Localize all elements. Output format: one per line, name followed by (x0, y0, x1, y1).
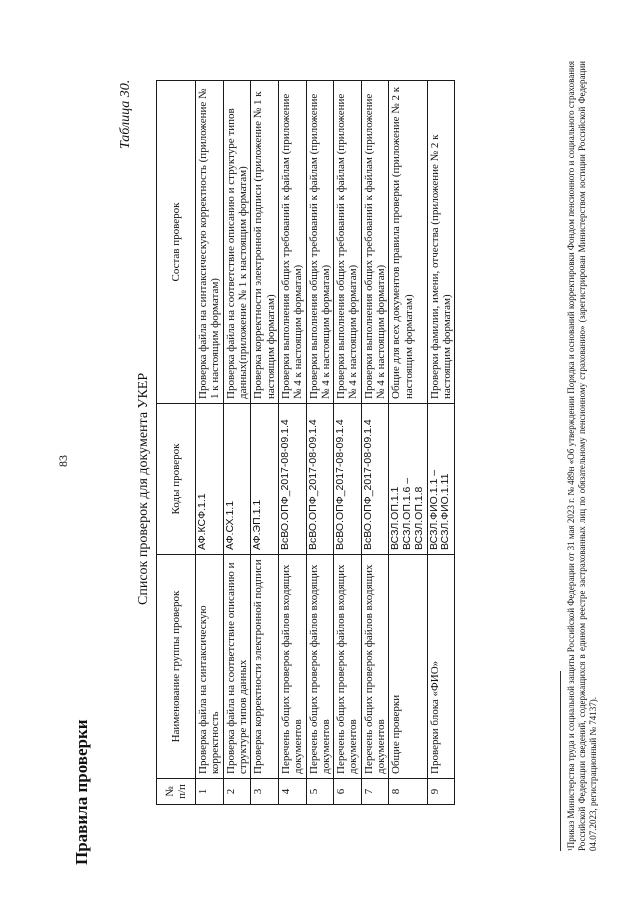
table-number: Таблица 30. (118, 79, 133, 149)
check-code: ВСЗЛ.ОП.1.8 (412, 486, 425, 550)
check-description: Проверки выполнения общих требований к файлам (приложение № 4 к настоящим форматам) (306, 81, 334, 404)
check-codes (196, 404, 224, 555)
check-code: ВсВО.ОПФ_2017-08-09.1.4 (306, 419, 319, 550)
check-code: ВСЗЛ.ОП.1.1 (389, 486, 402, 550)
row-number: 6 (334, 779, 362, 805)
footnote-divider (560, 671, 561, 851)
group-name: Проверка файла на синтаксическую корректность (196, 555, 224, 779)
row-number: 9 (427, 779, 455, 805)
table-row (389, 81, 427, 805)
check-description: Проверки выполнения общих требований к файлам (приложение № 4 к настоящим форматам) (278, 81, 306, 404)
check-code: АФ.КСФ.1.1 (196, 493, 208, 550)
document-title: Правила проверки (72, 719, 91, 865)
check-code: ВСЗЛ.ФИО.1.1 – (427, 469, 440, 550)
group-name: Перечень общих проверок файлов входящих документов (278, 555, 306, 779)
table-row (278, 81, 306, 805)
check-description: Общие для всех документов правила проверки (приложение № 2 к настоящим форматам) (389, 81, 427, 404)
check-codes (251, 404, 279, 555)
row-number: 8 (389, 779, 427, 805)
row-number: 7 (361, 779, 389, 805)
check-code: ВСЗЛ.ФИО.1.11 (439, 473, 452, 550)
group-name: Проверки блока «ФИО» (427, 555, 455, 779)
table-row (361, 81, 389, 805)
group-name: Общие проверки (389, 555, 427, 779)
table-row (251, 81, 279, 805)
group-name: Перечень общих проверок файлов входящих документов (306, 555, 334, 779)
check-code: ВсВО.ОПФ_2017-08-09.1.4 (334, 419, 347, 550)
column-header-number: № п/п (157, 779, 196, 805)
check-code: АФ.ЭП.1.1 (251, 499, 264, 550)
check-codes (306, 404, 334, 555)
table-title: Список проверок для документа УКЕР (136, 372, 151, 605)
group-name: Перечень общих проверок файлов входящих документов (334, 555, 362, 779)
table-row (306, 81, 334, 805)
check-description: Проверки выполнения общих требований к файлам (приложение № 4 к настоящим форматам) (334, 81, 362, 404)
check-description: Проверка файла на синтаксическую корректность (приложение № 1 к настоящим форматам) (196, 81, 224, 404)
header-row (157, 81, 196, 805)
row-number: 5 (306, 779, 334, 805)
check-codes (334, 404, 362, 555)
column-header-description: Состав проверок (157, 81, 196, 404)
checks-table (156, 80, 455, 805)
group-name: Перечень общих проверок файлов входящих документов (361, 555, 389, 779)
column-header-codes: Коды проверок (157, 404, 196, 555)
footnote: ¹Приказ Министерства труда и социальной защиты Российской Федерации от 31 мая 2023 г. № 489н «Об утверждении Порядка и оснований корректировки Фондом пенсионного и социального страхования Российской Федерации сведений, содержащихся в едином реестре застрахованных лиц по обязательному пенсионному страхованию» (зарегистрирован Министерством юстиции Российской Федерации 04.07.2023, регистрационный № 74137). (566, 61, 598, 851)
check-codes (427, 404, 455, 555)
table-row (223, 81, 251, 805)
row-number: 1 (196, 779, 224, 805)
check-code: ВсВО.ОПФ_2017-08-09.1.4 (278, 419, 291, 550)
check-description: Проверка корректности электронной подписи (приложение № 1 к настоящим форматам) (251, 81, 279, 404)
row-number: 3 (251, 779, 279, 805)
check-codes (389, 404, 427, 555)
check-codes (361, 404, 389, 555)
check-code: ВСЗЛ.ОП.1.6 – (401, 477, 414, 550)
check-description: Проверки фамилии, имени, отчества (приложение № 2 к настоящим форматам) (427, 81, 455, 404)
table-row (196, 81, 224, 805)
check-code: ВсВО.ОПФ_2017-08-09.1.4 (361, 419, 374, 550)
check-codes (278, 404, 306, 555)
table-row (427, 81, 455, 805)
check-code: АФ.СХ.1.1 (223, 500, 236, 550)
check-description: Проверка файла на соответствие описанию и структуре типов данных(приложение № 1 к настоящим форматам) (223, 81, 251, 404)
table-row (334, 81, 362, 805)
row-number: 2 (223, 779, 251, 805)
column-header-group: Наименование группы проверок (157, 555, 196, 779)
group-name: Проверка файла на соответствие описанию и структуре типов данных (223, 555, 251, 779)
group-name: Проверка корректности электронной подписи (251, 555, 279, 779)
check-description: Проверки выполнения общих требований к файлам (приложение № 4 к настоящим форматам) (361, 81, 389, 404)
row-number: 4 (278, 779, 306, 805)
check-codes (223, 404, 251, 555)
page-number: 83 (56, 455, 70, 467)
